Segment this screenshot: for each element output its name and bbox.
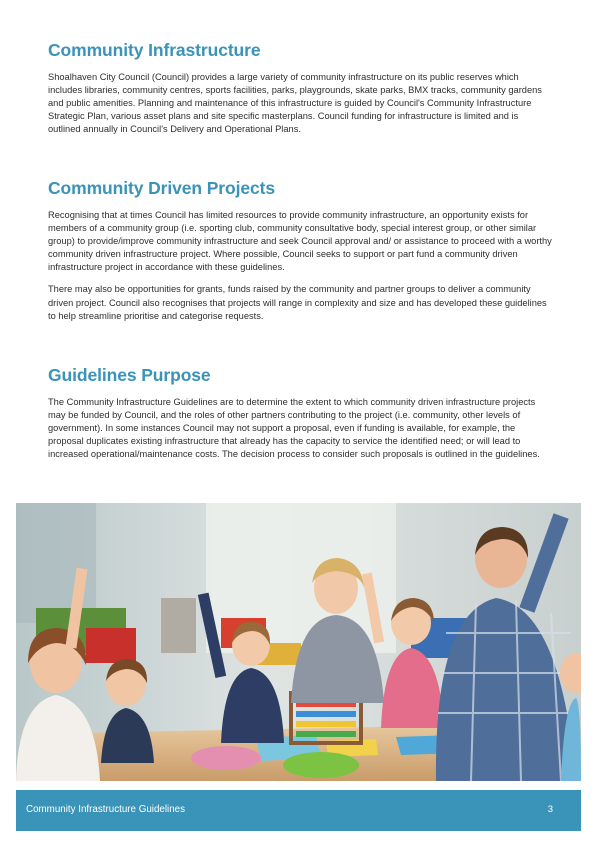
section-heading: Community Infrastructure xyxy=(48,40,261,60)
classroom-photo xyxy=(16,503,581,781)
section-guidelines-purpose xyxy=(48,365,552,461)
section-heading: Community Driven Projects xyxy=(48,178,275,198)
section-community-driven-projects xyxy=(48,178,552,323)
section-heading: Guidelines Purpose xyxy=(48,365,211,385)
page-number: 3 xyxy=(547,804,553,815)
section-paragraph: The Community Infrastructure Guidelines are to determine the extent to which community driven infrastructure projects may be funded by Council, and the roles of other partners contributing to the project (i.e. community, other levels of government). In some instances Council may not support a proposal, even if funding is available, for example, the proposal duplicates existing infrastructure that already has the capacity to service the identified need; or will lead to increased operational/maintenance costs. The decision process to consider such proposals is outlined in the guidelines. xyxy=(48,397,540,460)
footer-title: Community Infrastructure Guidelines xyxy=(26,804,185,815)
section-paragraph: Recognising that at times Council has limited resources to provide community infrastructure, an opportunity exists for members of a community group (i.e. sporting club, community consultative body, special interest group, or other similar group) to provide/improve community infrastructure and seek Council approval and/ or assistance to proceed with a worthy community driven infrastructure project. Where possible, Council seeks to support or part fund a community driven infrastructure project in accordance with these guidelines. xyxy=(48,210,552,273)
section-paragraph: There may also be opportunities for grants, funds raised by the community and partner groups to deliver a community driven project. Council also recognises that projects will range in complexity and size and has developed these guidelines to help streamline prioritise and categorise requests. xyxy=(48,284,547,321)
section-community-infrastructure xyxy=(48,40,552,136)
page-footer xyxy=(16,790,581,831)
section-paragraph: Shoalhaven City Council (Council) provides a large variety of community infrastructure on its public reserves which includes libraries, community centres, sports facilities, parks, playgrounds, skate parks, BMX tracks, community gardens and public amenities. Planning and maintenance of this infrastructure is guided by Council's Community Infrastructure Strategic Plan, various asset plans and site specific masterplans. Council funding for infrastructure is limited and is outlined annually in Council's Delivery and Operational Plans. xyxy=(48,72,542,135)
